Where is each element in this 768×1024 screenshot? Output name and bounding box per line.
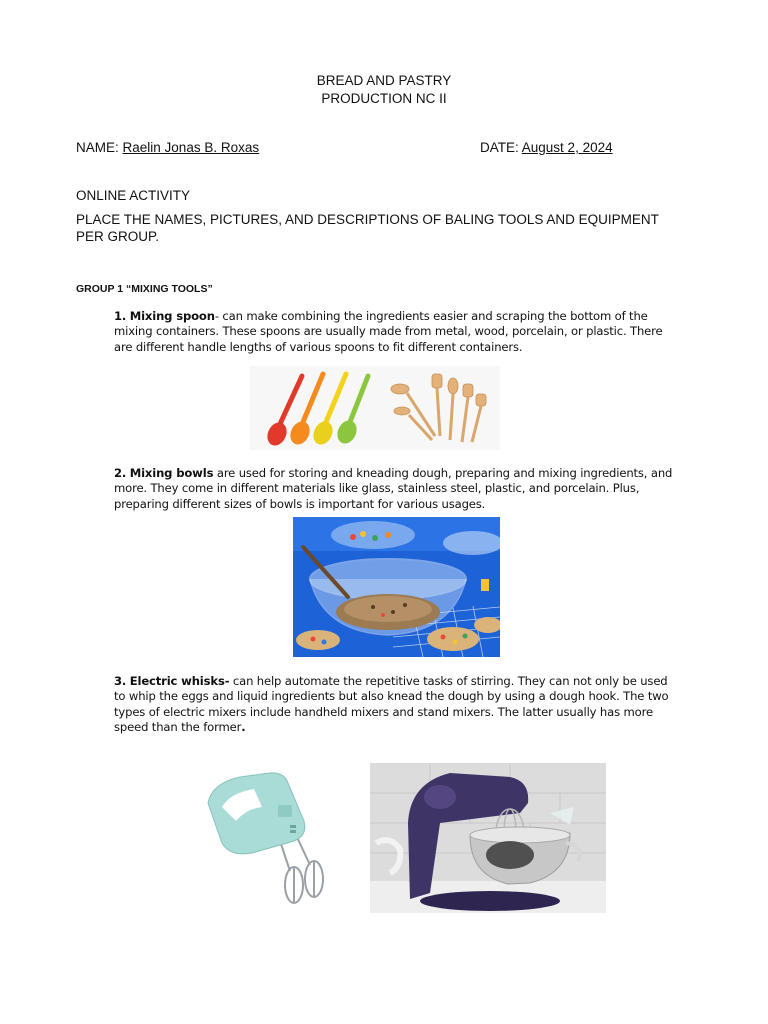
item-name: Mixing bowls — [129, 466, 214, 480]
item-end-mark: . — [241, 719, 246, 734]
item-description: are used for storing and kneading dough, preparing and mixing ingredients, and more. They come in different materials like glass, stainless steel, plastic, and porcelain. Plus, preparing different sizes of bowls is important for various usages. — [114, 466, 673, 511]
activity-label: ONLINE ACTIVITY — [76, 188, 191, 203]
hand-mixer-image — [200, 763, 334, 911]
date-value: August 2, 2024 — [521, 140, 613, 155]
stand-mixer-image — [370, 763, 606, 913]
item-name: Electric whisks- — [129, 674, 230, 688]
name-field — [76, 139, 259, 156]
activity-instruction: PLACE THE NAMES, PICTURES, AND DESCRIPTIONS OF BALING TOOLS AND EQUIPMENT PER GROUP. — [76, 212, 659, 244]
item-electric-whisks — [114, 674, 674, 735]
doc-title-line1: BREAD AND PASTRY — [316, 73, 452, 88]
item-mixing-spoon — [114, 309, 674, 355]
wooden-utensils — [391, 374, 486, 442]
item-mixing-bowls — [114, 466, 674, 512]
item-number: 2. — [114, 466, 127, 480]
name-label: NAME: — [76, 140, 119, 155]
mixing-spoons-image — [250, 366, 500, 450]
name-value: Raelin Jonas B. Roxas — [122, 140, 260, 155]
doc-title-line2: PRODUCTION NC II — [321, 91, 447, 106]
item-name: Mixing spoon — [129, 309, 215, 323]
item-number: 1. — [114, 309, 127, 323]
group-heading: GROUP 1 “MIXING TOOLS” — [76, 283, 213, 295]
item-description: - can make combining the ingredients easier and scraping the bottom of the mixing containers. These spoons are usually made from metal, wood, porcelain, or plastic. There are different handle lengths of various spoons to fit different containers. — [114, 309, 663, 354]
date-label: DATE: — [480, 140, 519, 155]
item-description: can help automate the repetitive tasks of stirring. They can not only be used to whip the eggs and liquid ingredients but also knead the dough by using a dough hook. The two types of electric mixers include handheld mixers and stand mixers. The latter usually has more speed than the former — [114, 674, 669, 734]
item-number: 3. — [114, 674, 127, 688]
silicone-spoons — [264, 374, 368, 449]
mixing-bowl-image — [293, 517, 500, 657]
date-field — [480, 139, 613, 156]
